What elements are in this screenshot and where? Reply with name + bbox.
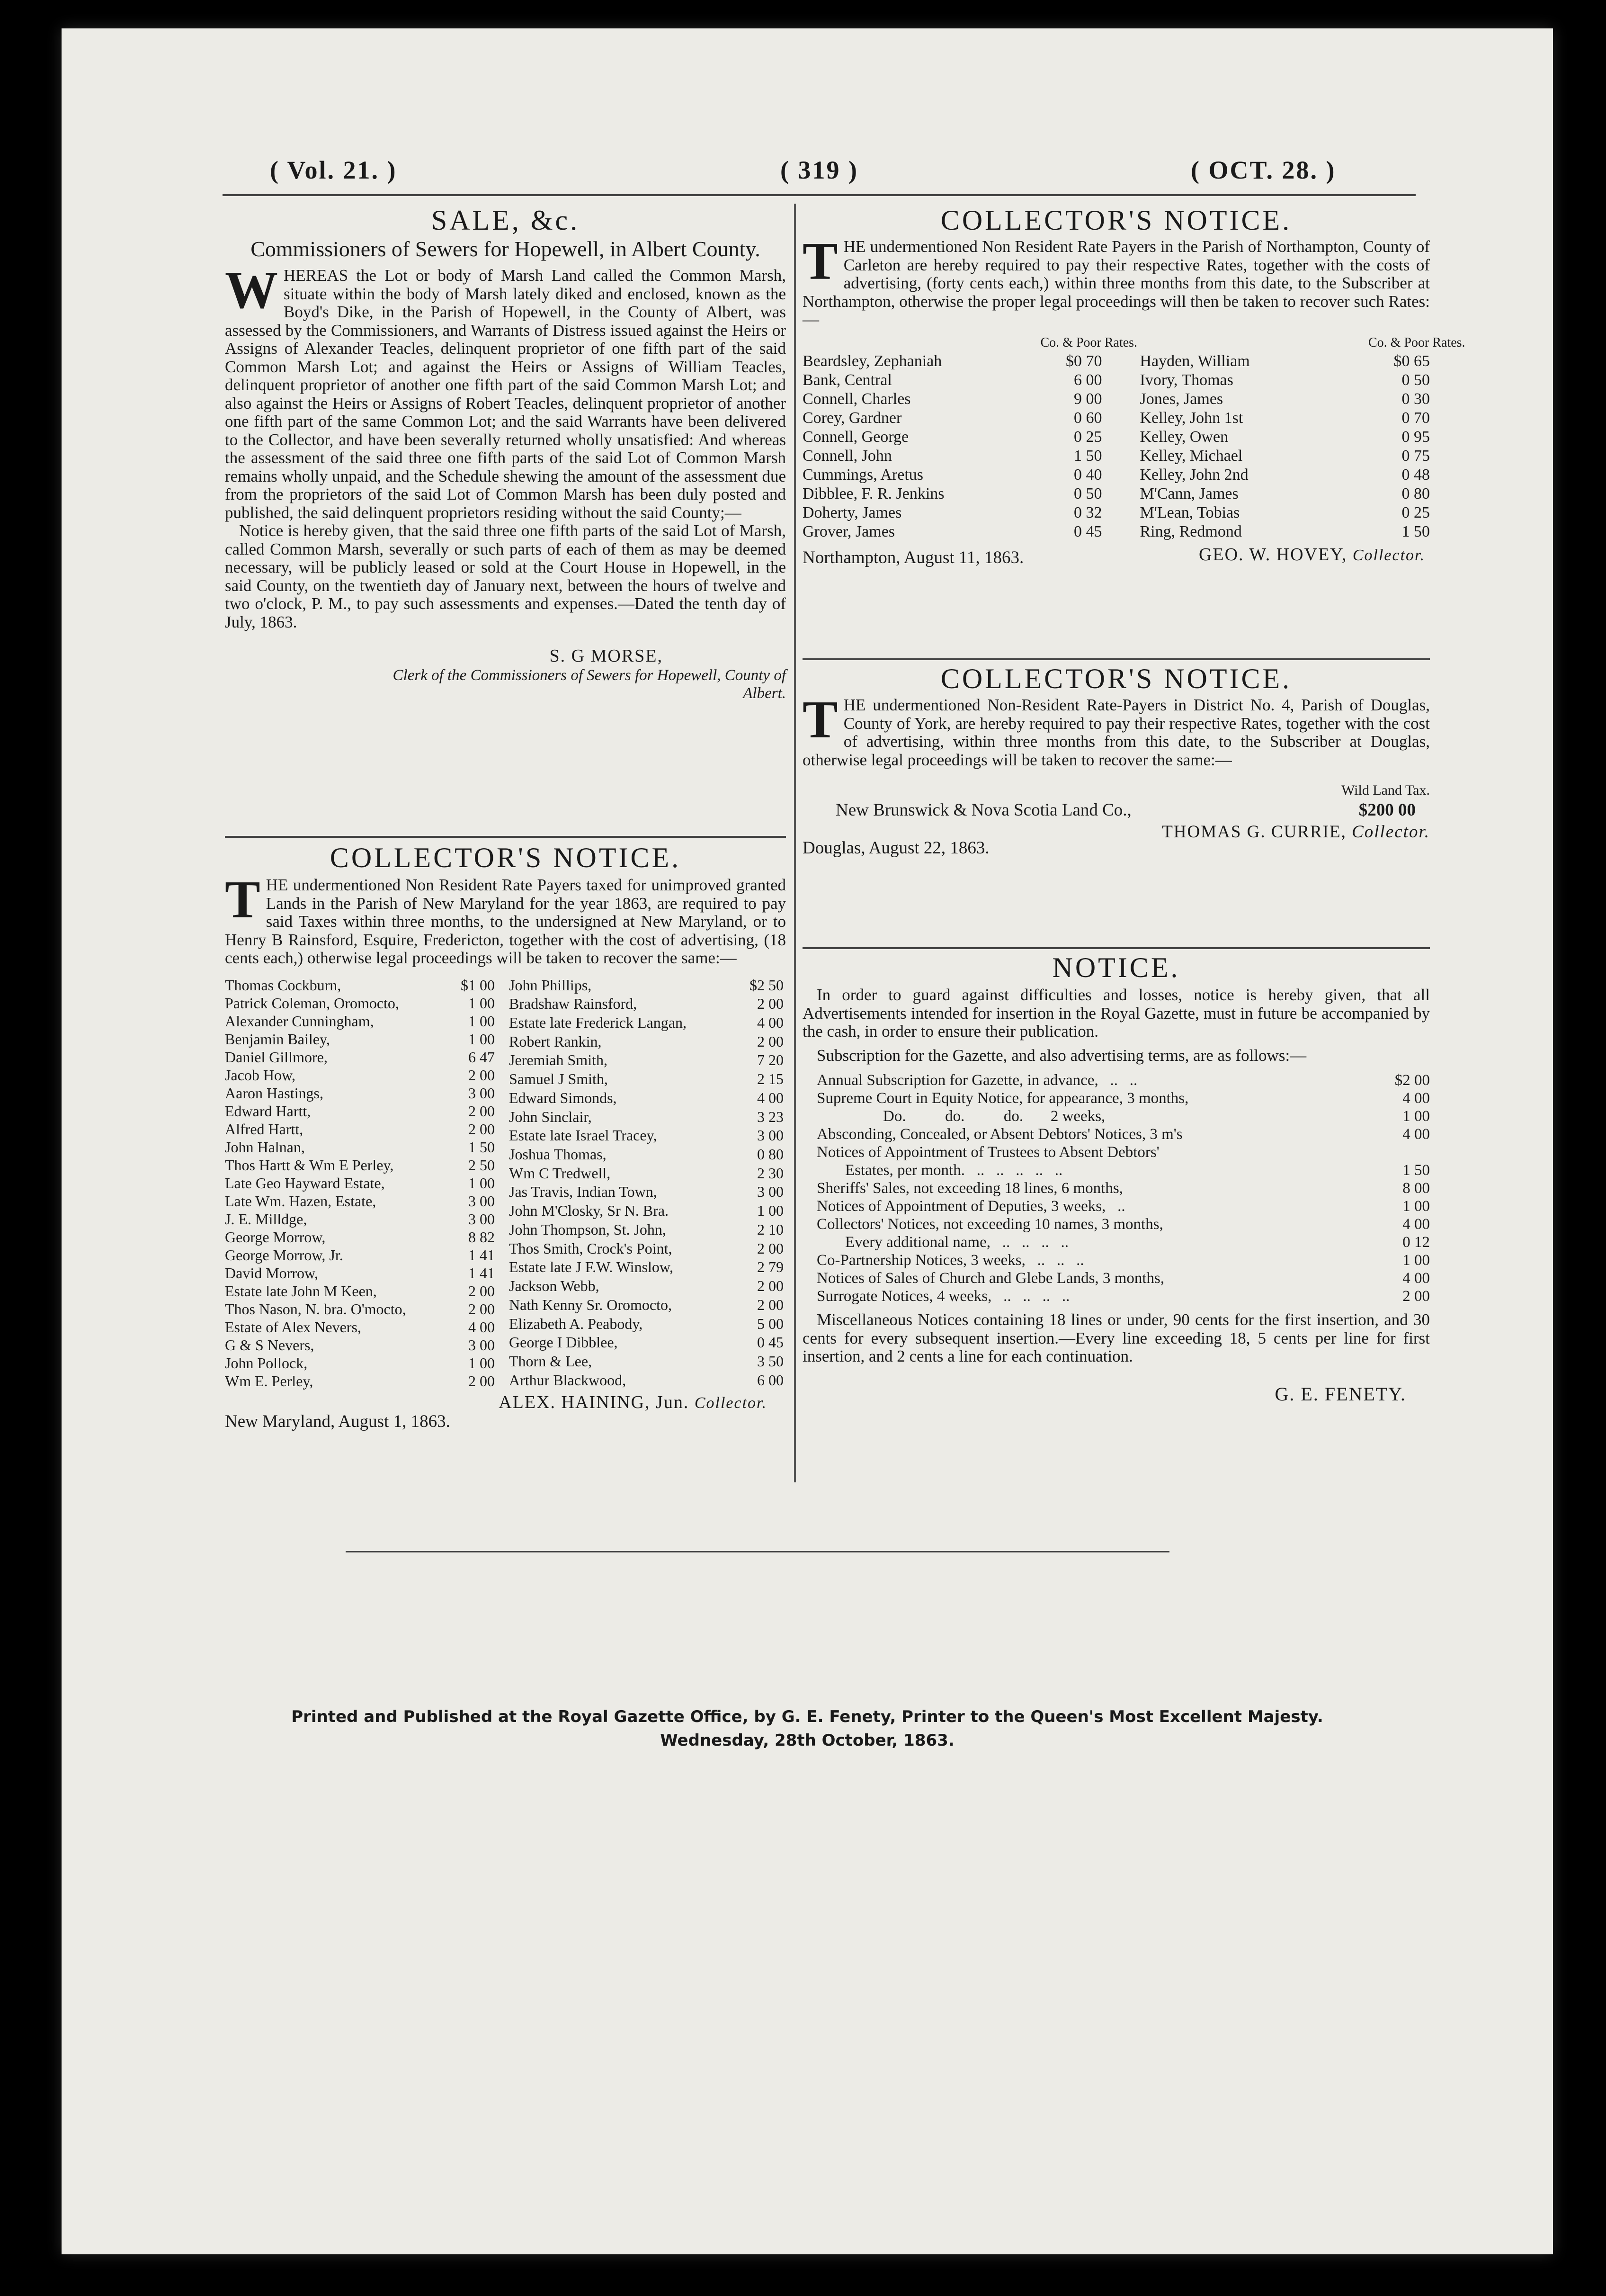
nm-payer-amount: 4 00 (757, 1089, 784, 1106)
nm-payer-name: Robert Rankin, (509, 1032, 602, 1050)
nm-payer-name: Edward Simonds, (509, 1089, 617, 1106)
north-payer-name: M'Cann, James (1140, 484, 1239, 502)
nm-payer-amount: 1 00 (468, 1012, 495, 1030)
north-payer-name: M'Lean, Tobias (1140, 503, 1240, 521)
fee-amount: 4 00 (1402, 1270, 1430, 1287)
north-payer-amount: 6 00 (1074, 371, 1102, 389)
north-payer-name: Ring, Redmond (1140, 522, 1242, 540)
page-number: ( 319 ) (780, 156, 858, 184)
collector-notice-douglas (803, 663, 1430, 859)
nm-payer-amount: 2 00 (468, 1066, 495, 1084)
fee-item: Supreme Court in Equity Notice, for appearance, 3 months, (817, 1090, 1189, 1107)
douglas-entry-name: New Brunswick & Nova Scotia Land Co., (836, 800, 1132, 820)
fee-item: Estates, per month. .. .. .. .. .. (845, 1162, 1063, 1179)
fee-item: Surrogate Notices, 4 weeks, .. .. .. .. (817, 1288, 1070, 1305)
nm-payer-amount: 2 50 (468, 1156, 495, 1174)
fee-amount: 1 50 (1402, 1162, 1430, 1179)
nm-payer-name: Arthur Blackwood, (509, 1371, 626, 1389)
nm-payer-amount: 1 00 (468, 1354, 495, 1372)
nm-payer-name: Jacob How, (225, 1066, 295, 1084)
north-payer-amount: 0 75 (1401, 447, 1430, 465)
nm-list-right (509, 976, 784, 1390)
nm-payer-amount: 1 41 (468, 1264, 495, 1282)
north-payer-amount: 0 95 (1401, 428, 1430, 446)
douglas-signer-name: THOMAS G. CURRIE, (1162, 822, 1347, 842)
nm-text: HE undermentioned Non Resident Rate Payers taxed for unimproved granted Lands in the Parish of New Maryland for the year 1863, are required to pay said Taxes within three months, to the undersigned at New Maryland, or to Henry B Rainsford, Esquire, Fredericton, together with the cost of advertising, (18 cents each,) otherwise legal proceedings will be taken to recover the same:— (225, 876, 786, 967)
nm-payer-name: Estate late Israel Tracey, (509, 1127, 657, 1144)
north-spacer (1102, 352, 1131, 371)
nm-payer-name: George Morrow, Jr. (225, 1246, 343, 1264)
north-spacer (1102, 428, 1131, 447)
north-payer-amount: 0 40 (1074, 466, 1102, 484)
douglas-text: HE undermentioned Non-Resident Rate-Payers in District No. 4, Parish of Douglas, County of York, are hereby required to pay their respective Rates, together with the cost of advertising, within three months from this date, to the Subscriber at Douglas, otherwise legal proceedings will be taken to recover the same:— (803, 696, 1430, 769)
collector-notice-new-maryland (225, 842, 786, 1431)
douglas-body (803, 691, 1430, 769)
right-section-rule-1 (803, 658, 1430, 660)
north-spacer (1102, 484, 1131, 503)
north-title: COLLECTOR'S NOTICE. (940, 205, 1292, 236)
nm-payer-amount: 2 00 (757, 995, 784, 1013)
nm-payer-amount: 2 00 (757, 1296, 784, 1313)
notice-paragraph-1: In order to guard against difficulties and losses, notice is hereby given, that all Advertisements intended for insertion in the Royal Gazette, must in future be accompanied by the cash, in order to ensure their publication. (803, 986, 1430, 1040)
north-payer-name: Kelley, Owen (1140, 428, 1229, 446)
nm-payer-amount: 2 79 (757, 1258, 784, 1276)
nm-payer-name: Daniel Gillmore, (225, 1048, 328, 1066)
gazette-page (62, 28, 1553, 2254)
fee-item: Sheriffs' Sales, not exceeding 18 lines, 6 months, (817, 1180, 1123, 1197)
nm-payer-amount: 3 23 (757, 1108, 784, 1125)
nm-payer-amount: 4 00 (468, 1318, 495, 1336)
north-signer-role: Collector. (1352, 546, 1425, 564)
fee-amount: 0 12 (1402, 1234, 1430, 1251)
fee-item: Co-Partnership Notices, 3 weeks, .. .. .. (817, 1252, 1084, 1269)
nm-payer-amount: 1 00 (468, 1174, 495, 1192)
nm-payer-name: Aaron Hastings, (225, 1084, 323, 1102)
north-payer-amount: 0 50 (1401, 371, 1430, 389)
nm-payer-name: Late Wm. Hazen, Estate, (225, 1192, 376, 1210)
nm-payer-amount: 3 00 (468, 1192, 495, 1210)
fee-amount (1359, 1143, 1430, 1161)
nm-dateline: New Maryland, August 1, 1863. (225, 1411, 450, 1431)
nm-payer-amount: 1 00 (468, 994, 495, 1012)
nm-payer-name: Jas Travis, Indian Town, (509, 1183, 657, 1201)
fee-item: Do. do. do. 2 weeks, (883, 1108, 1106, 1125)
north-payer-amount: 1 50 (1401, 522, 1430, 540)
sale-signer: S. G MORSE, (549, 646, 663, 666)
nm-payer-name: Estate late J F.W. Winslow, (509, 1258, 673, 1276)
north-payer-name: Grover, James (803, 522, 895, 540)
nm-payer-amount: 5 00 (757, 1315, 784, 1332)
notice-signer: G. E. FENETY. (1275, 1383, 1406, 1405)
north-payer-name: Connell, George (803, 428, 909, 446)
nm-payer-name: Samuel J Smith, (509, 1070, 608, 1088)
nm-payer-amount: 1 00 (757, 1202, 784, 1220)
nm-payer-name: Thos Smith, Crock's Point, (509, 1239, 672, 1257)
fee-amount: 1 00 (1402, 1252, 1430, 1269)
north-spacer (1102, 409, 1131, 428)
north-spacer (1102, 466, 1131, 484)
nm-payer-amount: 2 30 (757, 1164, 784, 1182)
north-payer-amount: 0 48 (1401, 466, 1430, 484)
north-spacer (1102, 371, 1131, 390)
nm-signer-role: Collector. (694, 1394, 767, 1412)
fee-amount: $2 00 (1394, 1072, 1430, 1089)
north-spacer (1102, 503, 1131, 522)
sale-paragraph-1: HEREAS the Lot or body of Marsh Land called the Common Marsh, situate within the body of Marsh lately diked and enclosed, known as the Boyd's Dike, in the Parish of Hopewell, in the County of Albert, was assessed by the Commissioners, and Warrants of Distress issued against the Heirs or Assigns of Alexander Teacles, delinquent proprietor of one fifth part of the said Common Marsh Lot; and against the Heirs or Assigns of William Teacles, delinquent proprietor of another one fifth part of the said Common Marsh Lot; and also against the Heirs or Assigns of Robert Teacles, delinquent proprietor of another one fifth part of the same Common Lot; and the said Warrants have been delivered to the Collector, and have been severally returned wholly unsatisfied: And whereas the assessment of the said three one fifth parts of the said Lot of Common Marsh remains wholly unpaid, and the Schedule shewing the amount of the assessment due from the proprietors of the said Lot of Common Marsh has been duly posted and published, the said delinquent proprietors residing without the said County;— (225, 266, 786, 522)
fee-amount: 8 00 (1402, 1180, 1430, 1197)
notice-title: NOTICE. (1052, 952, 1180, 983)
page-bottom-rule (346, 1551, 1169, 1552)
nm-payer-amount: 8 82 (468, 1228, 495, 1246)
nm-payer-amount: 3 00 (468, 1336, 495, 1354)
nm-payer-name: Jackson Webb, (509, 1277, 599, 1295)
nm-payer-name: Alfred Hartt, (225, 1120, 303, 1138)
north-dropcap: T (803, 232, 838, 291)
fee-item: Collectors' Notices, not exceeding 10 names, 3 months, (817, 1216, 1163, 1233)
nm-payer-amount: 1 50 (468, 1138, 495, 1156)
nm-payer-name: John Pollock, (225, 1354, 308, 1372)
north-payer-amount: 0 50 (1074, 484, 1102, 502)
north-payer-amount: 0 70 (1401, 409, 1430, 427)
fee-item: Notices of Appointment of Trustees to Absent Debtors' (817, 1144, 1160, 1161)
nm-payer-amount: 7 20 (757, 1051, 784, 1069)
nm-payer-amount: 2 00 (468, 1372, 495, 1390)
nm-payer-name: George I Dibblee, (509, 1334, 618, 1351)
north-payer-name: Beardsley, Zephaniah (803, 352, 942, 370)
nm-payer-name: Late Geo Hayward Estate, (225, 1174, 385, 1192)
douglas-signer (1162, 821, 1430, 859)
nm-payer-amount: 3 00 (468, 1210, 495, 1228)
north-payer-name: Kelley, Michael (1140, 447, 1243, 465)
nm-payer-amount: 0 80 (757, 1145, 784, 1163)
nm-payer-name: Alexander Cunningham, (225, 1012, 374, 1030)
nm-payer-name: G & S Nevers, (225, 1336, 314, 1354)
nm-payer-amount: 2 00 (757, 1032, 784, 1050)
imprint-line-1: Printed and Published at the Royal Gazette Office, by G. E. Fenety, Printer to the Queen's Most Excellent Majesty. (291, 1707, 1323, 1726)
sale-notice (225, 205, 786, 702)
north-payer-name: Cummings, Aretus (803, 466, 924, 484)
north-payer-name: Bank, Central (803, 371, 892, 389)
nm-list-left (225, 976, 495, 1390)
north-col-head-2: Co. & Poor Rates. (1368, 335, 1465, 350)
fee-item: Notices of Sales of Church and Glebe Lands, 3 months, (817, 1270, 1165, 1287)
nm-payer-amount: 2 10 (757, 1220, 784, 1238)
fee-amount: 4 00 (1402, 1126, 1430, 1143)
notice-misc-text: Miscellaneous Notices containing 18 lines or under, 90 cents for the first insertion, and 30 cents for every subsequent insertion.—Every line exceeding 18, 5 cents per line for first insertion, and 2 cents a line for each continuation. (803, 1310, 1430, 1365)
nm-payer-amount: 6 00 (757, 1371, 784, 1389)
nm-payer-amount: 2 15 (757, 1070, 784, 1088)
north-payer-name: Jones, James (1140, 390, 1223, 408)
nm-payer-name: Patrick Coleman, Oromocto, (225, 994, 399, 1012)
nm-payer-amount: 2 00 (468, 1300, 495, 1318)
nm-payer-name: Elizabeth A. Peabody, (509, 1315, 643, 1332)
nm-payer-amount: 2 00 (468, 1282, 495, 1300)
nm-payer-name: Edward Hartt, (225, 1102, 311, 1120)
north-payer-name: Corey, Gardner (803, 409, 902, 427)
north-text: HE undermentioned Non Resident Rate Payers in the Parish of Northampton, County of Carleton are hereby required to pay their respective Rates, together with the costs of advertising, (forty cents each,) within three months from this date, to the Subscriber at Northampton, otherwise the proper legal proceedings will then be taken to recover such Rates:— (803, 237, 1430, 329)
douglas-dateline: Douglas, August 22, 1863. (803, 838, 990, 858)
north-payer-amount: 9 00 (1074, 390, 1102, 408)
nm-payer-amount: 1 00 (468, 1030, 495, 1048)
north-spacer (1102, 390, 1131, 409)
north-payer-name: Hayden, William (1140, 352, 1250, 370)
fee-amount: 1 00 (1402, 1198, 1430, 1215)
nm-payer-name: John Halnan, (225, 1138, 305, 1156)
north-payer-amount: 0 32 (1074, 503, 1102, 521)
sale-dropcap: W (225, 261, 278, 320)
nm-payer-amount: 3 50 (757, 1353, 784, 1370)
douglas-dropcap: T (803, 691, 838, 749)
nm-payer-name: George Morrow, (225, 1228, 326, 1246)
nm-payer-amount: $1 00 (461, 976, 495, 994)
notice-paragraph-2: Subscription for the Gazette, and also advertising terms, are as follows:— (817, 1046, 1307, 1065)
north-payer-amount: 0 25 (1074, 428, 1102, 446)
sale-paragraph-2: Notice is hereby given, that the said three one fifth parts of the said Lot of Marsh, called Common Marsh, severally or such parts of each of them as may be deemed necessary, will be publicly leased or sold at the Court House in Hopewell, in the said County, on the twentieth day of January next, between the hours of twelve and two o'clock, P. M., to pay such assessments and expenses.—Dated the tenth day of July, 1863. (225, 521, 786, 631)
fee-amount: 4 00 (1402, 1216, 1430, 1233)
north-body (803, 232, 1430, 329)
north-payer-name: Doherty, James (803, 503, 902, 521)
nm-payer-amount: 1 41 (468, 1246, 495, 1264)
north-signer-name: GEO. W. HOVEY, (1198, 544, 1347, 565)
fee-item: Absconding, Concealed, or Absent Debtors' Notices, 3 m's (817, 1126, 1183, 1143)
nm-payer-name: Thos Nason, N. bra. O'mocto, (225, 1300, 406, 1318)
north-payer-name: Kelley, John 1st (1140, 409, 1243, 427)
nm-body (225, 870, 786, 968)
sale-body (225, 261, 786, 631)
nm-payer-name: John Phillips, (509, 976, 592, 994)
north-payer-amount: 0 25 (1401, 503, 1430, 521)
nm-dropcap: T (225, 870, 260, 929)
left-section-rule (225, 836, 786, 838)
north-payer-amount: 1 50 (1074, 447, 1102, 465)
sale-signer-title: Clerk of the Commissioners of Sewers for Hopewell, County of Albert. (393, 667, 786, 702)
fee-item: Notices of Appointment of Deputies, 3 weeks, .. (817, 1198, 1125, 1215)
fee-amount: 4 00 (1402, 1090, 1430, 1107)
collector-notice-northampton (803, 205, 1465, 567)
fee-item: Every additional name, .. .. .. .. (845, 1234, 1069, 1251)
north-payer-name: Connell, John (803, 447, 892, 465)
imprint-line-2: Wednesday, 28th October, 1863. (660, 1731, 955, 1750)
nm-payer-amount: 3 00 (757, 1127, 784, 1144)
nm-payer-name: Nath Kenny Sr. Oromocto, (509, 1296, 672, 1313)
nm-payer-name: Thomas Cockburn, (225, 976, 341, 994)
douglas-signer-role: Collector. (1352, 822, 1430, 842)
nm-payer-amount: 2 00 (757, 1239, 784, 1257)
nm-payer-name: Estate late Frederick Langan, (509, 1013, 687, 1031)
nm-payer-name: John Thompson, St. John, (509, 1220, 666, 1238)
imprint (62, 1705, 1553, 1752)
north-payer-name: Kelley, John 2nd (1140, 466, 1249, 484)
north-payer-amount: 0 30 (1401, 390, 1430, 408)
douglas-entry (803, 799, 1430, 821)
nm-payer-name: Benjamin Bailey, (225, 1030, 330, 1048)
douglas-title: COLLECTOR'S NOTICE. (940, 663, 1292, 694)
nm-payer-amount: 2 00 (468, 1120, 495, 1138)
nm-payer-amount: 0 45 (757, 1334, 784, 1351)
fee-amount: 2 00 (1402, 1288, 1430, 1305)
nm-payer-name: Thorn & Lee, (509, 1353, 592, 1370)
nm-payer-name: Estate of Alex Nevers, (225, 1318, 361, 1336)
right-section-rule-2 (803, 947, 1430, 949)
nm-payer-amount: 3 00 (468, 1084, 495, 1102)
volume-number: ( Vol. 21. ) (270, 156, 397, 184)
issue-date: ( OCT. 28. ) (1191, 156, 1336, 184)
nm-payer-amount: $2 50 (749, 976, 784, 994)
douglas-footer (803, 821, 1430, 859)
nm-payer-name: J. E. Milldge, (225, 1210, 307, 1228)
north-payer-amount: 0 60 (1074, 409, 1102, 427)
nm-payer-name: John M'Closky, Sr N. Bra. (509, 1202, 669, 1220)
north-dateline: Northampton, August 11, 1863. (803, 547, 1024, 567)
column-divider (794, 204, 796, 1482)
north-spacer (1102, 447, 1131, 466)
douglas-entry-value: $200 00 (1358, 800, 1416, 820)
nm-signer (225, 1392, 786, 1413)
nm-payer-name: John Sinclair, (509, 1108, 592, 1125)
sale-subtitle: Commissioners of Sewers for Hopewell, in Albert County. (250, 237, 760, 261)
nm-payer-name: Bradshaw Rainsford, (509, 995, 637, 1013)
north-payer-amount: $0 65 (1393, 352, 1430, 370)
north-payer-amount: 0 45 (1074, 522, 1102, 540)
nm-payer-name: David Morrow, (225, 1264, 318, 1282)
nm-payer-amount: 4 00 (757, 1013, 784, 1031)
nm-payer-name: Joshua Thomas, (509, 1145, 607, 1163)
notice-misc (803, 1311, 1430, 1366)
nm-payer-amount: 3 00 (757, 1183, 784, 1201)
advertising-notice (803, 952, 1430, 1405)
notice-body (803, 986, 1430, 1065)
north-rates-table (803, 334, 1465, 541)
nm-payer-amount: 2 00 (468, 1102, 495, 1120)
nm-payer-name: Thos Hartt & Wm E Perley, (225, 1156, 394, 1174)
sale-title: SALE, &c. (431, 205, 580, 236)
nm-title: COLLECTOR'S NOTICE. (330, 842, 681, 873)
nm-lists (225, 976, 786, 1390)
north-col-head-1: Co. & Poor Rates. (1040, 335, 1138, 350)
nm-payer-amount: 6 47 (468, 1048, 495, 1066)
notice-fee-table (803, 1071, 1430, 1305)
douglas-col-head: Wild Land Tax. (1341, 782, 1430, 798)
north-payer-name: Ivory, Thomas (1140, 371, 1233, 389)
fee-item: Annual Subscription for Gazette, in advance, .. .. (817, 1072, 1138, 1089)
nm-signer-name: ALEX. HAINING, Jun. (499, 1392, 689, 1412)
north-payer-amount: $0 70 (1066, 352, 1102, 370)
north-payer-name: Connell, Charles (803, 390, 911, 408)
nm-payer-name: Wm E. Perley, (225, 1372, 313, 1390)
north-payer-amount: 0 80 (1401, 484, 1430, 502)
nm-payer-name: Wm C Tredwell, (509, 1164, 611, 1182)
header-rule (223, 194, 1416, 196)
north-spacer (1102, 522, 1131, 541)
north-payer-name: Dibblee, F. R. Jenkins (803, 484, 945, 502)
nm-payer-name: Jeremiah Smith, (509, 1051, 607, 1069)
nm-payer-amount: 2 00 (757, 1277, 784, 1295)
nm-payer-name: Estate late John M Keen, (225, 1282, 377, 1300)
fee-amount: 1 00 (1402, 1108, 1430, 1125)
